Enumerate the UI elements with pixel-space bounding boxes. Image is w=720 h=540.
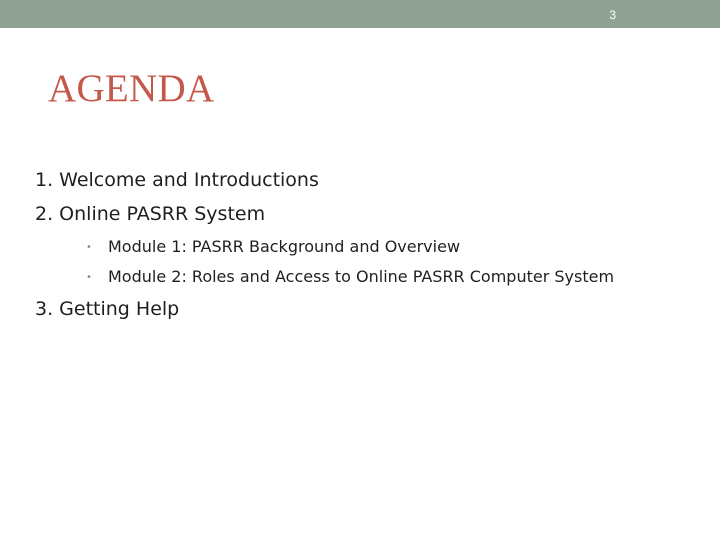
agenda-item-online-pasrr: 2. Online PASRR System [35,203,266,225]
agenda-item-welcome: 1. Welcome and Introductions [35,169,319,191]
slide-title: AGENDA [48,67,215,110]
agenda-subitem-module-1 [86,237,460,257]
agenda-subitem-module-2 [86,267,614,287]
page-number: 3 [609,8,616,22]
slide-header-bar [0,0,720,28]
bullet-icon: • [86,242,92,253]
agenda-item-getting-help: 3. Getting Help [35,298,180,320]
bullet-icon: • [86,272,92,283]
agenda-subitem-label: Module 1: PASRR Background and Overview [108,237,461,256]
agenda-subitem-label: Module 2: Roles and Access to Online PASRR Computer System [108,267,615,286]
